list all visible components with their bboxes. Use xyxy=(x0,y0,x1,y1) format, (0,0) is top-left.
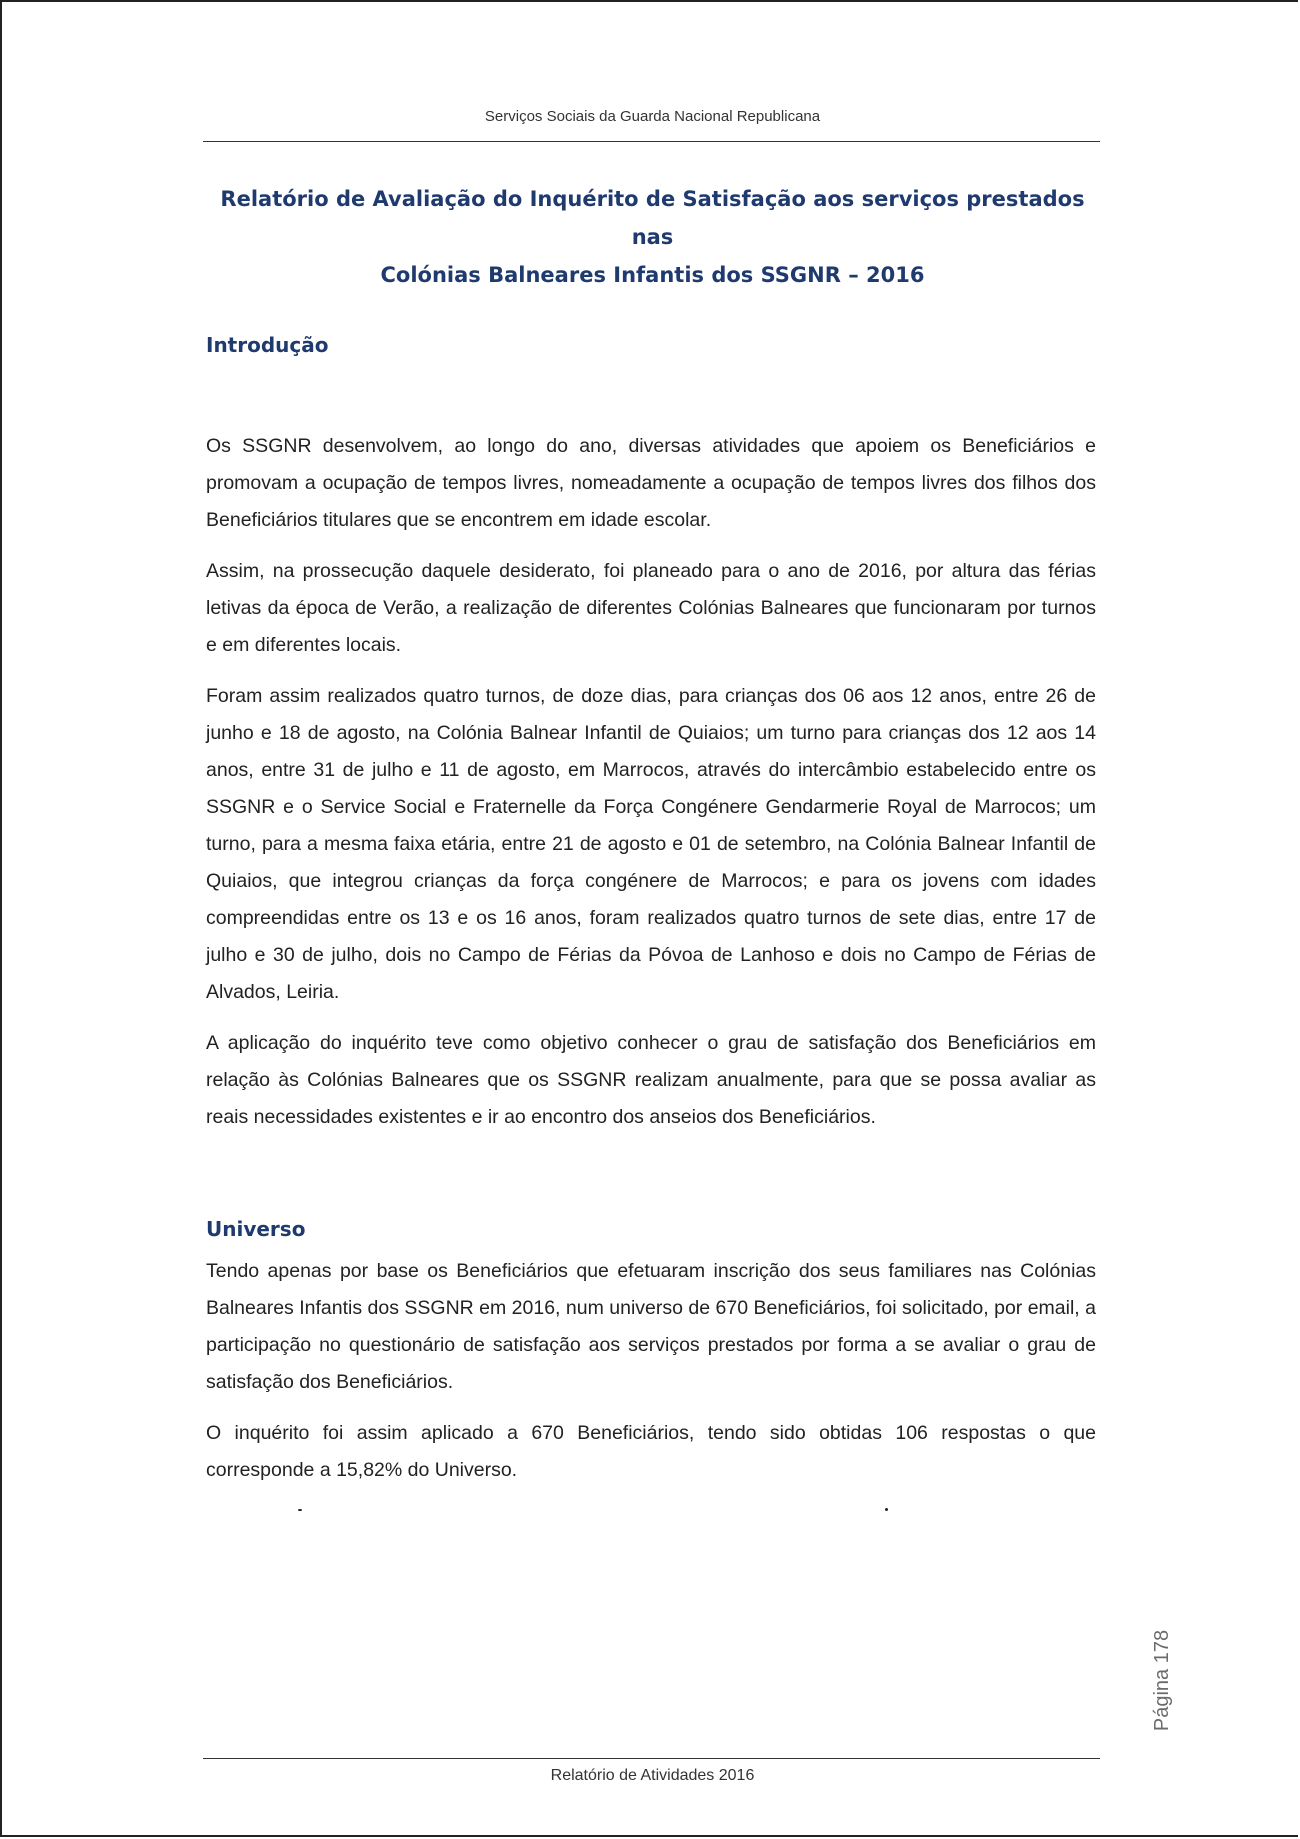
document-title-line-2: Colónias Balneares Infantis dos SSGNR – 2016 xyxy=(380,263,925,287)
paragraph: Os SSGNR desenvolvem, ao longo do ano, diversas atividades que apoiem os Beneficiários e promovam a ocupação de tempos livres, nomeadamente a ocupação de tempos livres dos filhos dos Beneficiários titulares que se encontrem em idade escolar. xyxy=(206,435,1096,531)
document-title-line-1: Relatório de Avaliação do Inquérito de Satisfação aos serviços prestados nas xyxy=(220,187,1085,249)
footer-divider xyxy=(203,1758,1100,1759)
paragraph: Foram assim realizados quatro turnos, de doze dias, para crianças dos 06 aos 12 anos, entre 26 de junho e 18 de agosto, na Colónia Balnear Infantil de Quiaios; um turno para crianças dos 12 aos 14 anos, entre 31 de julho e 11 de agosto, em Marrocos, através do intercâmbio estabelecido entre os SSGNR e o Service Social e Fraternelle da Força Congénere Gendarmerie Royal de Marrocos; um turno, para a mesma faixa etária, entre 21 de agosto e 01 de setembro, na Colónia Balnear Infantil de Quiaios, que integrou crianças da força congénere de Marrocos; e para os jovens com idades compreendidas entre os 13 e os 16 anos, foram realizados quatro turnos de sete dias, entre 17 de julho e 30 de julho, dois no Campo de Férias da Póvoa de Lanhoso e dois no Campo de Férias de Alvados, Leiria. xyxy=(206,685,1096,1003)
running-footer: Relatório de Atividades 2016 xyxy=(550,1767,755,1784)
paragraph: Tendo apenas por base os Beneficiários que efetuaram inscrição dos seus familiares nas Colónias Balneares Infantis dos SSGNR em 2016, num universo de 670 Beneficiários, foi solicitado, por email, a participação no questionário de satisfação aos serviços prestados por forma a se avaliar o grau de satisfação dos Beneficiários. xyxy=(206,1260,1096,1393)
section-heading-introducao: Introdução xyxy=(206,333,329,357)
header-divider xyxy=(203,141,1100,142)
paragraph: Assim, na prossecução daquele desiderato, foi planeado para o ano de 2016, por altura das férias letivas da época de Verão, a realização de diferentes Colónias Balneares que funcionaram por turnos e em diferentes locais. xyxy=(206,560,1096,656)
scan-speck xyxy=(298,1509,302,1511)
section-body-introducao xyxy=(206,428,1096,1150)
section-heading-universo: Universo xyxy=(206,1217,306,1241)
paragraph: A aplicação do inquérito teve como objetivo conhecer o grau de satisfação dos Beneficiários em relação às Colónias Balneares que os SSGNR realizam anualmente, para que se possa avaliar as reais necessidades existentes e ir ao encontro dos anseios dos Beneficiários. xyxy=(206,1032,1096,1128)
document-title xyxy=(205,180,1100,294)
scan-speck xyxy=(885,1508,888,1511)
page-number-label: Página 178 xyxy=(1151,1629,1174,1731)
side-page-number xyxy=(1148,1610,1178,1750)
paragraph: O inquérito foi assim aplicado a 670 Beneficiários, tendo sido obtidas 106 respostas o que corresponde a 15,82% do Universo. xyxy=(206,1422,1096,1481)
running-header: Serviços Sociais da Guarda Nacional Republicana xyxy=(484,108,821,125)
section-body-universo xyxy=(206,1253,1096,1503)
